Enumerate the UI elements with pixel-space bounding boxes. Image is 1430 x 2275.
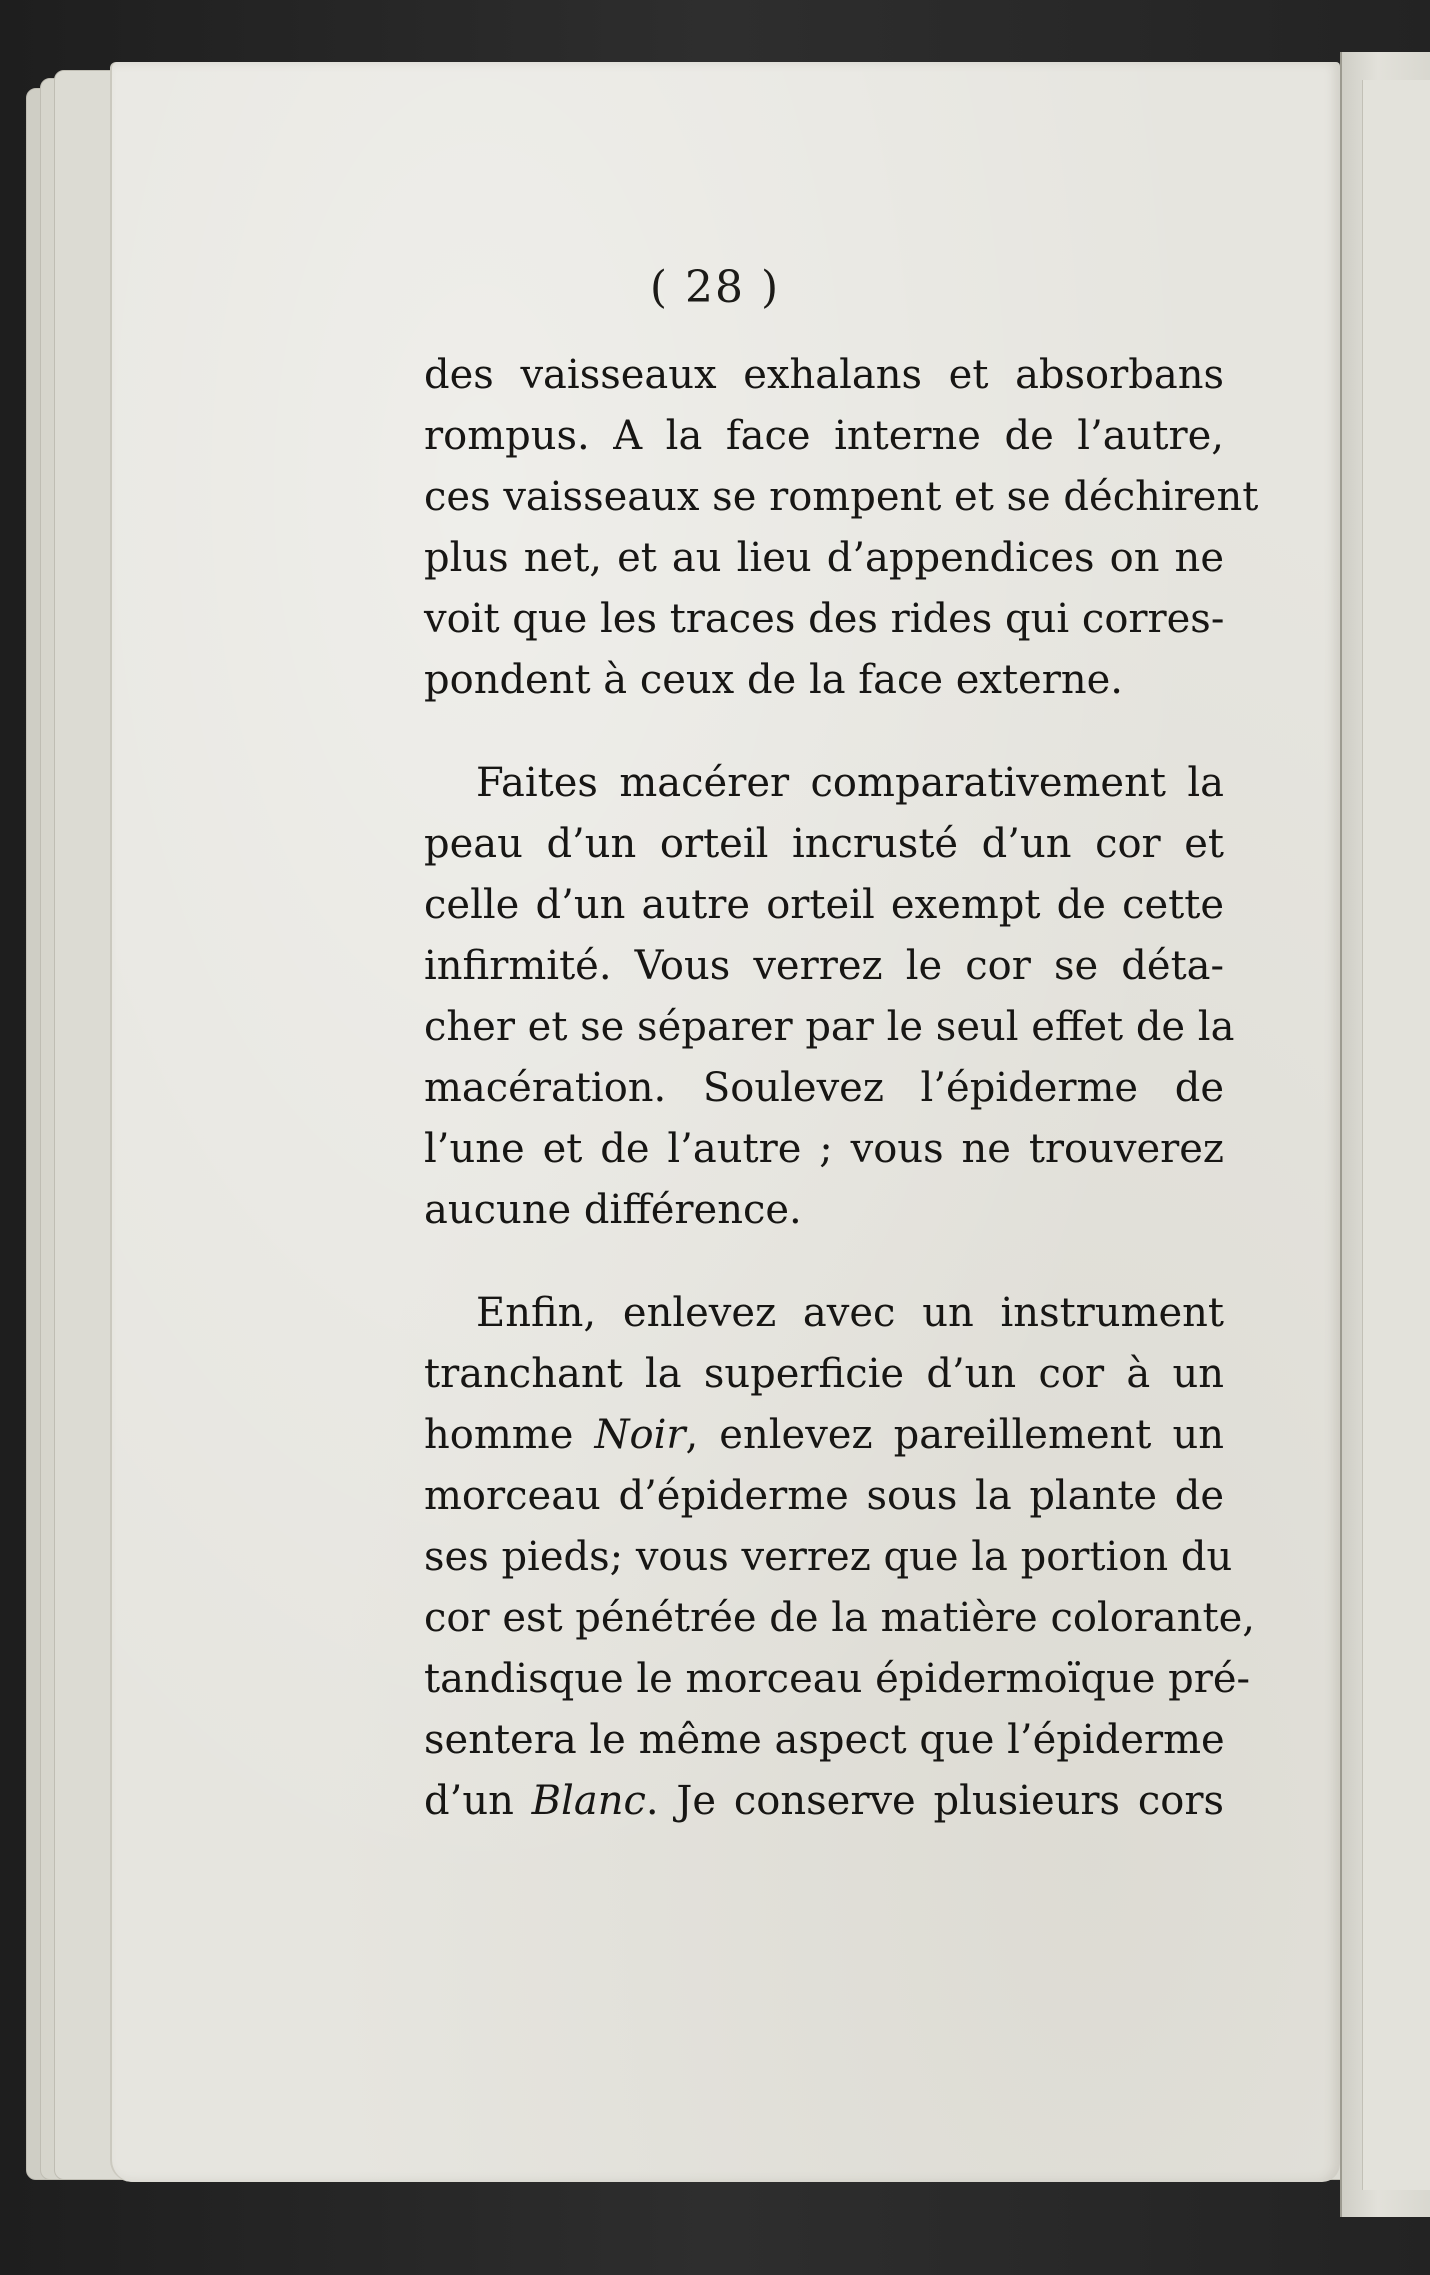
facing-page-inner: [1362, 80, 1430, 2190]
italic-word: Blanc: [531, 1778, 646, 1824]
text-line: d’un Blanc. Je conserve plusieurs cors: [424, 1778, 1225, 1824]
text-line: l’une et de l’autre ; vous ne trouverez: [424, 1126, 1224, 1172]
text-line: macération. Soulevez l’épiderme de: [424, 1065, 1224, 1111]
text-line: ces vaisseaux se rompent et se déchirent: [424, 474, 1259, 520]
paragraph-3: [424, 1283, 1255, 1832]
text-line: des vaisseaux exhalans et absorbans: [424, 352, 1224, 398]
italic-word: Noir: [594, 1412, 686, 1458]
text-line: morceau d’épiderme sous la plante de: [424, 1473, 1224, 1519]
text-line: cor est pénétrée de la matière colorante,: [424, 1595, 1255, 1641]
text-line: celle d’un autre orteil exempt de cette: [424, 882, 1224, 928]
text-line: peau d’un orteil incrusté d’un cor et: [424, 821, 1224, 867]
text-line: Enfin, enlevez avec un instrument: [476, 1290, 1224, 1336]
text-line: voit que les traces des rides qui corres-: [424, 596, 1225, 642]
text-line: ses pieds; vous verrez que la portion du: [424, 1534, 1233, 1580]
text-line: infirmité. Vous verrez le cor se déta-: [424, 943, 1224, 989]
text-block: [424, 345, 1259, 1832]
paragraph-2: [424, 753, 1235, 1241]
text-line: sentera le même aspect que l’épiderme: [424, 1717, 1225, 1763]
text-line: tranchant la superficie d’un cor à un: [424, 1351, 1224, 1397]
text-line: homme Noir, enlevez pareillement un: [424, 1412, 1225, 1458]
text-line: cher et se séparer par le seul effet de la: [424, 1004, 1235, 1050]
text-line: rompus. A la face interne de l’autre,: [424, 413, 1224, 459]
text-line: pondent à ceux de la face externe.: [424, 657, 1123, 703]
paragraph-1: [424, 345, 1259, 711]
text-line: plus net, et au lieu d’appendices on ne: [424, 535, 1224, 581]
page-number: ( 28 ): [649, 262, 781, 313]
text-line: aucune différence.: [424, 1187, 802, 1233]
text-line: tandisque le morceau épidermoïque pré-: [424, 1656, 1251, 1702]
text-line: Faites macérer comparativement la: [476, 760, 1224, 806]
